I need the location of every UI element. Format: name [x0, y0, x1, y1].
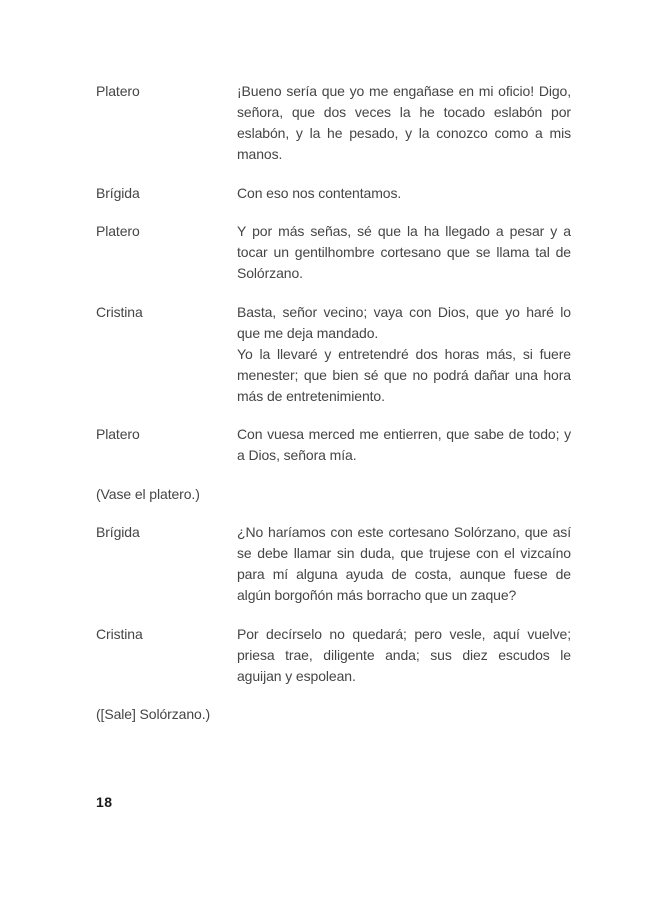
dialogue-text [237, 424, 571, 466]
dialogue-paragraph: ¿No haríamos con este cortesano Solórzano, que así se debe llamar sin duda, que trujese con el vizcaíno para mí alguna ayuda de costa, aunque fuese de algún borgoñón más borracho que un zaque? [237, 524, 571, 603]
dialogue-paragraph: Y por más señas, sé que la ha llegado a pesar y a tocar un gentilhombre cortesano que se llama tal de Solórzano. [237, 223, 571, 281]
dialogue-block [96, 424, 571, 466]
dialogue-text [237, 302, 571, 407]
dialogue-block [96, 183, 571, 204]
stage-direction: (Vase el platero.) [96, 485, 200, 502]
speaker-name: Platero [96, 223, 140, 239]
dialogue-paragraph: Basta, señor vecino; vaya con Dios, que yo haré lo que me deja mandado. [237, 303, 571, 341]
speaker-name: Cristina [96, 303, 143, 320]
dialogue-block [96, 302, 571, 407]
speaker-name: Platero [96, 83, 140, 99]
dialogue-text [237, 81, 571, 165]
speaker-name: Brígida [96, 184, 140, 201]
dialogue-block [96, 624, 571, 687]
dialogue-paragraph: Con vuesa merced me entierren, que sabe de todo; y a Dios, señora mía. [237, 426, 571, 463]
speaker-name: Cristina [96, 625, 143, 642]
dialogue-text [237, 183, 571, 204]
speaker-name: Platero [96, 426, 140, 442]
stage-direction: ([Sale] Solórzano.) [96, 706, 211, 722]
dialogue-paragraph: Por decírselo no quedará; pero vesle, aquí vuelve; priesa trae, diligente anda; sus diez escudos le aguijan y espolean. [237, 625, 571, 684]
dialogue-paragraph: Yo la llevaré y entretendré dos horas más, si fuere menester; que bien sé que no podrá dañar una hora más de entretenimiento. [237, 345, 571, 404]
dialogue-paragraph: ¡Bueno sería que yo me engañase en mi oficio! Digo, señora, que dos veces la he tocado eslabón por eslabón, y la he pesado, y la conozco como a mis manos. [237, 83, 571, 162]
dialogue-paragraph: Con eso nos contentamos. [237, 184, 402, 201]
dialogue-block [96, 81, 571, 165]
dialogue-text [237, 624, 571, 687]
dialogue-text [237, 221, 571, 284]
dialogue-text [237, 522, 571, 606]
dialogue-block [96, 221, 571, 284]
page-number: 18 [96, 794, 113, 810]
speaker-name: Brígida [96, 524, 140, 540]
dialogue-block [96, 522, 571, 606]
